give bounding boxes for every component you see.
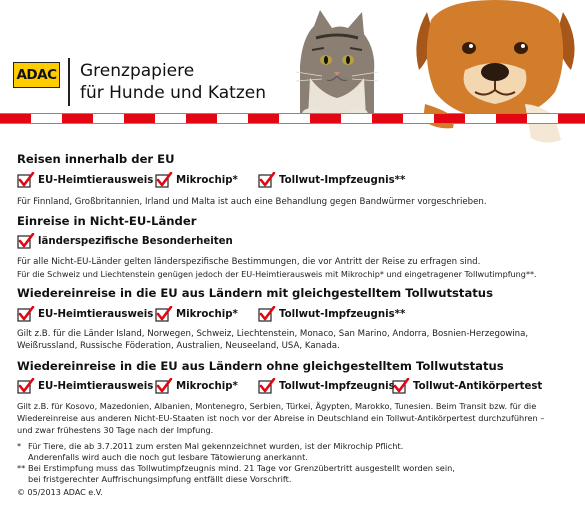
checkmark-icon	[392, 378, 410, 394]
footnote-text: Bei Erstimpfung muss das Tollwutimpfzeugnis mind. 21 Tage vor Grenzübertritt ausgestellt worden sein,	[28, 463, 455, 473]
copyright: © 05/2013 ADAC e.V.	[17, 488, 103, 497]
footnote-text: Anderenfalls wird auch die noch gut lesbare Tätowierung anerkannt.	[28, 452, 308, 462]
check-label: EU-Heimtierausweis	[38, 380, 154, 392]
section-heading-non-eu: Einreise in Nicht-EU-Länder	[17, 214, 197, 228]
checkmark-icon	[155, 172, 173, 188]
section-heading-reentry-equal: Wiedereinreise in die EU aus Ländern mit gleichgestelltem Tollwutstatus	[17, 286, 493, 300]
section-text: Für alle Nicht-EU-Länder gelten länderspezifische Bestimmungen, die vor Antritt der Reise zu erfragen sind.	[17, 257, 481, 267]
header-divider	[68, 58, 70, 106]
checkmark-icon	[258, 306, 276, 322]
check-label: Tollwut-Impfzeugnis**	[279, 308, 406, 320]
title-line-2: für Hunde und Katzen	[80, 83, 266, 103]
footnote-text: Für Tiere, die ab 3.7.2011 zum ersten Mal gekennzeichnet wurden, ist der Mikrochip Pflicht.	[28, 441, 404, 451]
check-item	[258, 378, 395, 394]
section-text: Wiedereinreise aus anderen Nicht-EU-Staaten ist noch vor der Abreise in Deutschland ein Tollwut-Antikörpertest durchzuführen –	[17, 413, 545, 423]
check-label: Mikrochip*	[176, 308, 238, 320]
section-text: Weißrussland, Russische Föderation, Australien, Neuseeland, USA, Kanada.	[17, 341, 340, 351]
check-label: EU-Heimtierausweis	[38, 174, 154, 186]
check-label: Mikrochip*	[176, 174, 238, 186]
section-heading-eu: Reisen innerhalb der EU	[17, 152, 175, 166]
check-label: Tollwut-Antikörpertest	[413, 380, 543, 392]
barrier-stripe	[0, 113, 585, 124]
checkmark-icon	[258, 172, 276, 188]
footnote-marker: *	[17, 441, 22, 451]
check-label: länderspezifische Besonderheiten	[38, 235, 233, 247]
checkmark-icon	[17, 233, 35, 249]
check-item	[17, 233, 233, 249]
checkmark-icon	[17, 306, 35, 322]
check-item	[155, 172, 238, 188]
check-item	[17, 172, 153, 188]
section-text: Gilt z.B. für Kosovo, Mazedonien, Albanien, Montenegro, Serbien, Türkei, Ägypten, Marokko, Tunesien. Beim Transit bzw. für die	[17, 401, 537, 411]
check-label: Mikrochip*	[176, 380, 238, 392]
check-item	[392, 378, 542, 394]
checkmark-icon	[17, 172, 35, 188]
section-text: Für die Schweiz und Liechtenstein genügen jedoch der EU-Heimtierausweis mit Mikrochip* und eingetragener Tollwutimpfung**.	[17, 269, 537, 279]
checkmark-icon	[17, 378, 35, 394]
section-text: Für Finnland, Großbritannien, Irland und Malta ist auch eine Behandlung gegen Bandwürmer vorgeschrieben.	[17, 197, 487, 207]
check-label: EU-Heimtierausweis	[38, 308, 154, 320]
footnote-text: bei fristgerechter Auffrischungsimpfung entfällt diese Vorschrift.	[28, 474, 292, 484]
page-title	[80, 60, 266, 104]
header-banner	[0, 0, 585, 150]
checkmark-icon	[258, 378, 276, 394]
check-label: Tollwut-Impfzeugnis	[279, 380, 395, 392]
check-item	[155, 378, 238, 394]
check-item	[17, 378, 153, 394]
check-item	[155, 306, 238, 322]
section-text: und zwar frühestens 30 Tage nach der Impfung.	[17, 425, 214, 435]
checkmark-icon	[155, 378, 173, 394]
title-line-1: Grenzpapiere	[80, 61, 195, 81]
check-item	[258, 172, 405, 188]
checkmark-icon	[155, 306, 173, 322]
check-item	[258, 306, 405, 322]
cat-illustration	[292, 8, 382, 118]
check-item	[17, 306, 153, 322]
adac-logo: ADAC	[13, 62, 60, 88]
section-text: Gilt z.B. für die Länder Island, Norwegen, Schweiz, Liechtenstein, Monaco, San Marino, Andorra, Bosnien-Herzegowina,	[17, 329, 529, 339]
section-heading-reentry-unequal: Wiedereinreise in die EU aus Ländern ohne gleichgestelltem Tollwutstatus	[17, 359, 504, 373]
check-label: Tollwut-Impfzeugnis**	[279, 174, 406, 186]
footnote-marker: **	[17, 463, 26, 473]
